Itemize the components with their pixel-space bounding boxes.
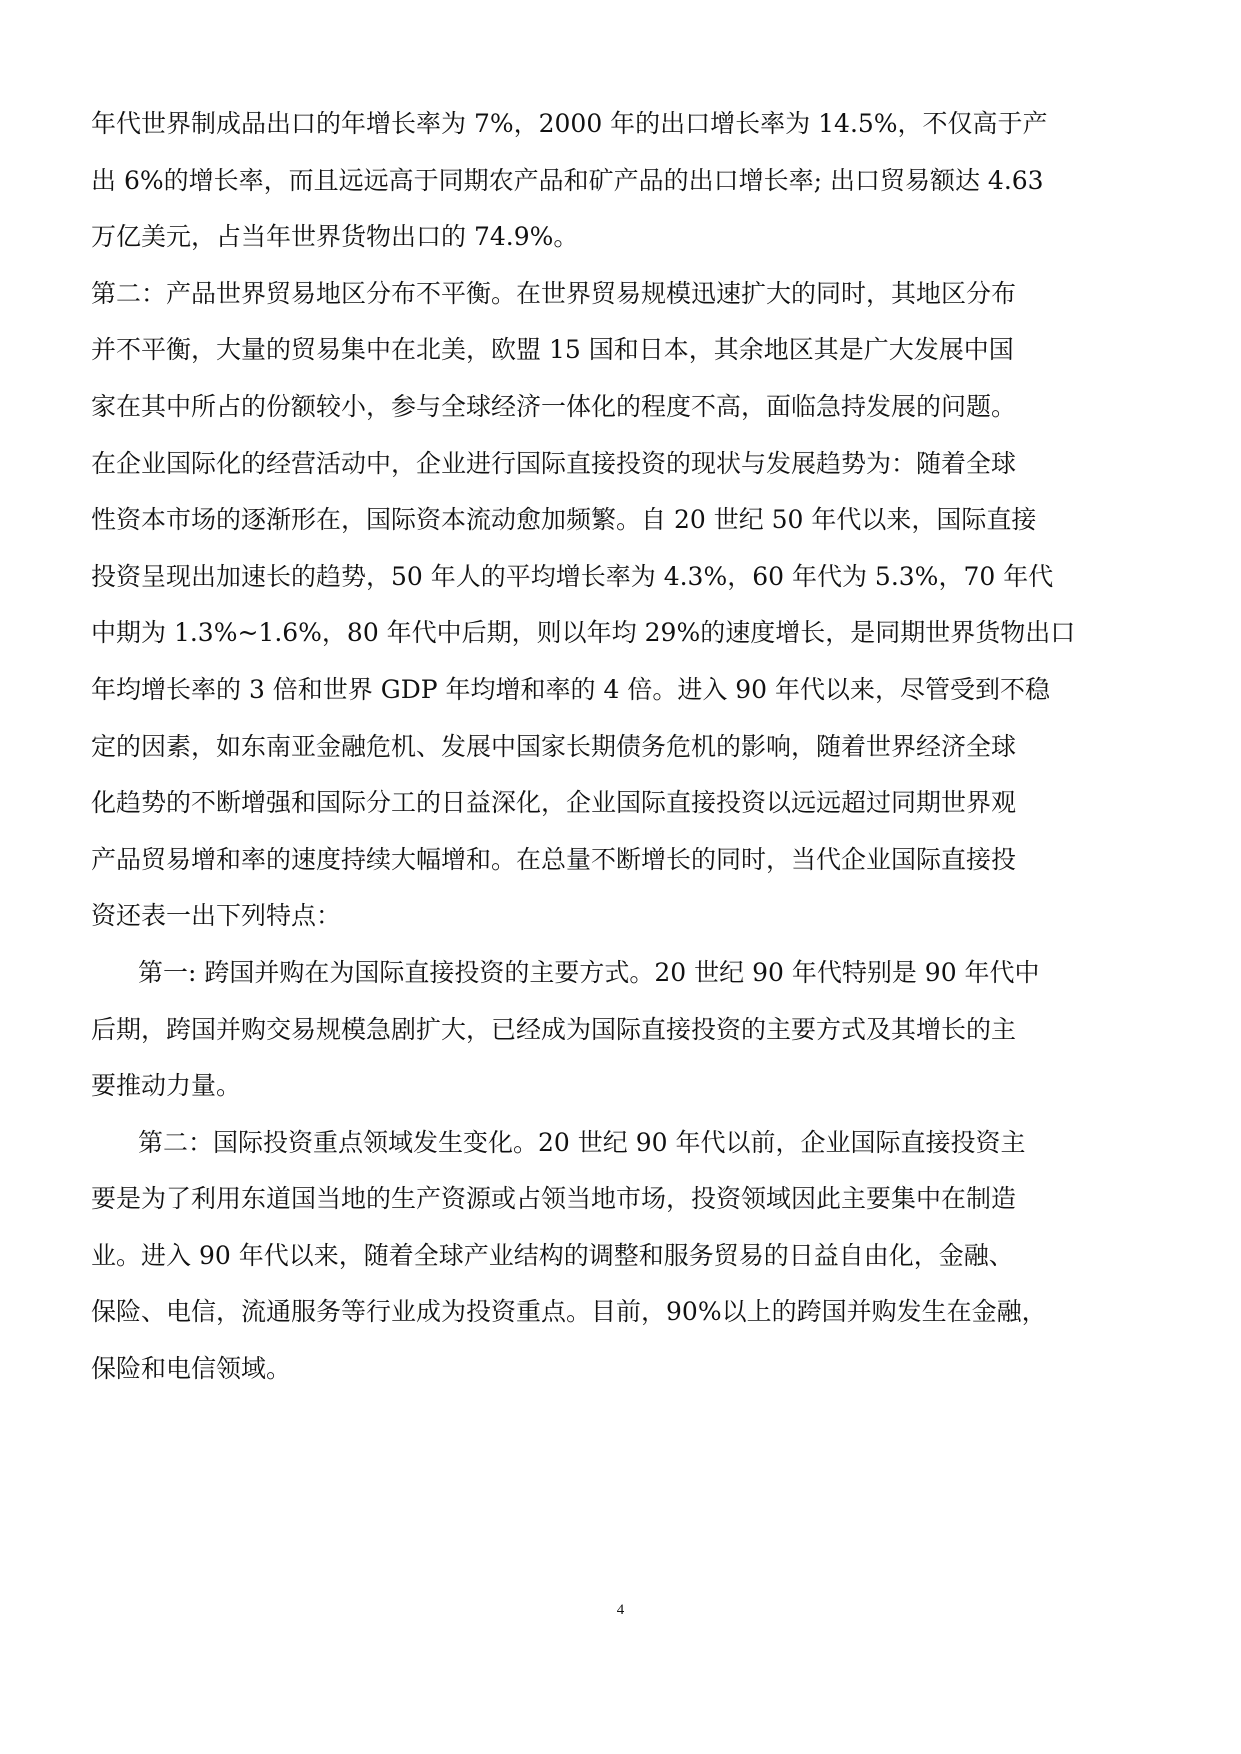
text-line: 年代世界制成品出口的年增长率为 7%，2000 年的出口增长率为 14.5%，不仅高于产 [91,109,1048,138]
text-line: 并不平衡，大量的贸易集中在北美，欧盟 15 国和日本，其余地区其是广大发展中国 [91,335,1014,365]
text-line: 资还表一出下列特点： [91,901,342,931]
text-line: 第二：国际投资重点领域发生变化。20 世纪 90 年代以前，企业国际直接投资主 [138,1127,1026,1157]
text-line: 要推动力量。 [91,1071,242,1101]
text-line: 年均增长率的 3 倍和世界 GDP 年均增和率的 4 倍。进入 90 年代以来，尽管受到不稳 [91,674,1051,704]
text-line: 要是为了利用东道国当地的生产资源或占领当地市场，投资领域因此主要集中在制造 [91,1184,1017,1214]
text-line: 家在其中所占的份额较小，参与全球经济一体化的程度不高，面临急持发展的问题。 [91,391,1017,421]
text-line: 出 6%的增长率，而且远远高于同期农产品和矿产品的出口增长率; 出口贸易额达 4.63 [91,165,1044,195]
text-line: 保险、电信，流通服务等行业成为投资重点。目前，90%以上的跨国并购发生在金融， [91,1297,1047,1327]
text-line: 业。进入 90 年代以来，随着全球产业结构的调整和服务贸易的日益自由化，金融、 [91,1240,1014,1270]
text-line: 投资呈现出加速长的趋势，50 年人的平均增长率为 4.3%，60 年代为 5.3%，70 年代 [91,561,1054,591]
text-line: 保险和电信领域。 [91,1354,292,1384]
text-line: 化趋势的不断增强和国际分工的日益深化，企业国际直接投资以远远超过同期世界观 [91,788,1017,818]
text-line: 万亿美元，占当年世界货物出口的 74.9%。 [91,222,579,252]
text-line: 产品贸易增和率的速度持续大幅增和。在总量不断增长的同时，当代企业国际直接投 [91,844,1017,874]
text-line: 中期为 1.3%~1.6%，80 年代中后期，则以年均 29%的速度增长，是同期世界货物出口 [91,618,1076,648]
text-line: 第一: 跨国并购在为国际直接投资的主要方式。20 世纪 90 年代特别是 90 年代中 [138,957,1040,987]
page-number: 4 [616,1602,625,1618]
text-line: 第二：产品世界贸易地区分布不平衡。在世界贸易规模迅速扩大的同时，其地区分布 [91,278,1017,308]
text-line: 后期，跨国并购交易规模急剧扩大，已经成为国际直接投资的主要方式及其增长的主 [91,1014,1017,1044]
text-line: 性资本市场的逐渐形在，国际资本流动愈加频繁。自 20 世纪 50 年代以来，国际直接 [91,505,1037,535]
body-text [91,96,1153,1398]
text-line: 在企业国际化的经营活动中，企业进行国际直接投资的现状与发展趋势为：随着全球 [91,448,1017,478]
text-line: 定的因素，如东南亚金融危机、发展中国家长期债务危机的影响，随着世界经济全球 [91,731,1017,761]
